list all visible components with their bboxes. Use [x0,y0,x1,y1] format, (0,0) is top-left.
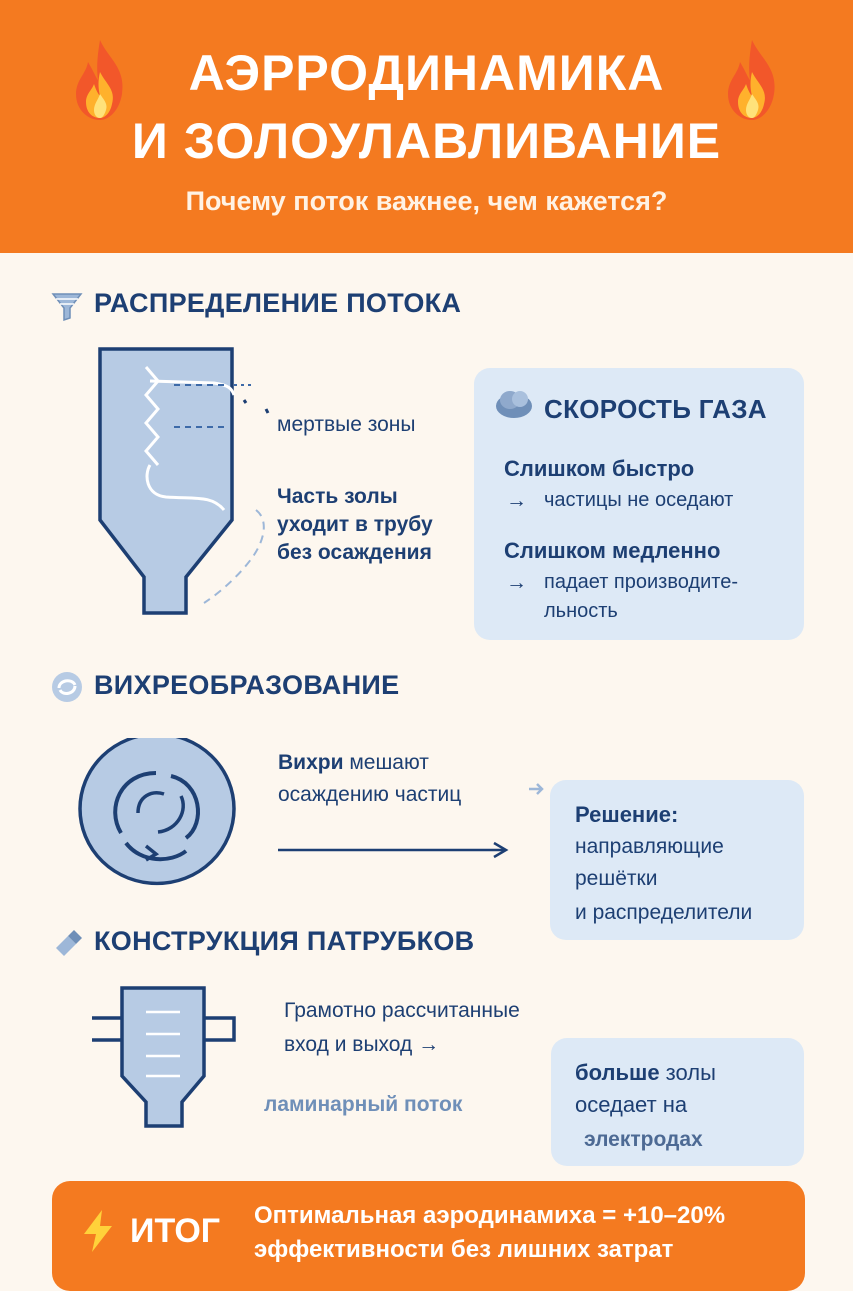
small-arrow-icon [526,781,548,803]
funnel-icon [50,288,84,322]
vortex-text-line-2: осаждению частиц [278,783,462,806]
section-title-nozzles: КОНСТРУКЦИЯ ПАТРУБКОВ [94,926,475,956]
result-line-1 [575,1058,716,1087]
ash-loss-line-3: без осаждения [277,541,432,564]
pipe-icon [50,926,84,960]
slow-text-line-1: падает производите- [544,571,738,593]
slow-text-line-2: льность [544,600,618,622]
lightning-icon [80,1208,116,1254]
result-rest: золы [659,1060,716,1085]
fast-text: частицы не оседают [544,489,734,511]
vortex-text-bold: Вихри [278,751,344,774]
cloud-icon [494,386,534,420]
slow-label: Слишком медленно [504,538,721,563]
section-title-vortex: ВИХРЕОБРАЗОВАНИЕ [94,670,400,700]
nozzle-text-line-1: Грамотно рассчитанные [284,999,520,1022]
dead-zones-label: мертвые зоны [277,413,416,436]
vortex-arrow [276,840,512,860]
gas-speed-title: СКОРОСТЬ ГАЗА [544,394,767,424]
result-line-3: электродах [584,1128,703,1151]
fast-arrow: → [506,489,527,512]
solution-line-2: решётки [575,867,658,890]
solution-label: Решение: [575,802,679,827]
slow-arrow: → [506,571,527,594]
hopper-diagram [94,345,284,620]
fast-label: Слишком быстро [504,456,695,481]
solution-line-3: и распределители [575,901,753,924]
solution-line-1: направляющие [575,835,724,858]
nozzle-text-line-2: вход и выход → [284,1033,440,1056]
swirl-icon [50,670,84,704]
result-line-2: оседает на [575,1092,688,1117]
ash-loss-line-1: Часть золы [277,485,398,508]
vortex-diagram [76,738,242,888]
nozzle-diagram [88,984,248,1134]
ash-loss-line-2: уходит в трубу [277,513,433,536]
laminar-flow-label: ламинарный поток [264,1093,463,1116]
page-title-line-2: И ЗОЛОУЛАВЛИВАНИЕ [131,113,722,169]
page-subtitle: Почему поток важнее, чем кажется? [185,186,668,216]
vortex-text-line-1 [278,748,429,777]
vortex-text-rest: мешают [343,751,429,774]
summary-text-line-1: Оптимальная аэродинамиха = +10–20% [254,1202,726,1229]
summary-text-line-2: эффективности без лишних затрат [254,1236,674,1263]
page-title-line-1: АЭРРОДИНАМИКА [188,45,665,101]
section-title-flow: РАСПРЕДЕЛЕНИЕ ПОТОКА [94,288,462,318]
result-bold: больше [575,1060,660,1085]
summary-label: ИТОГ [130,1212,221,1250]
